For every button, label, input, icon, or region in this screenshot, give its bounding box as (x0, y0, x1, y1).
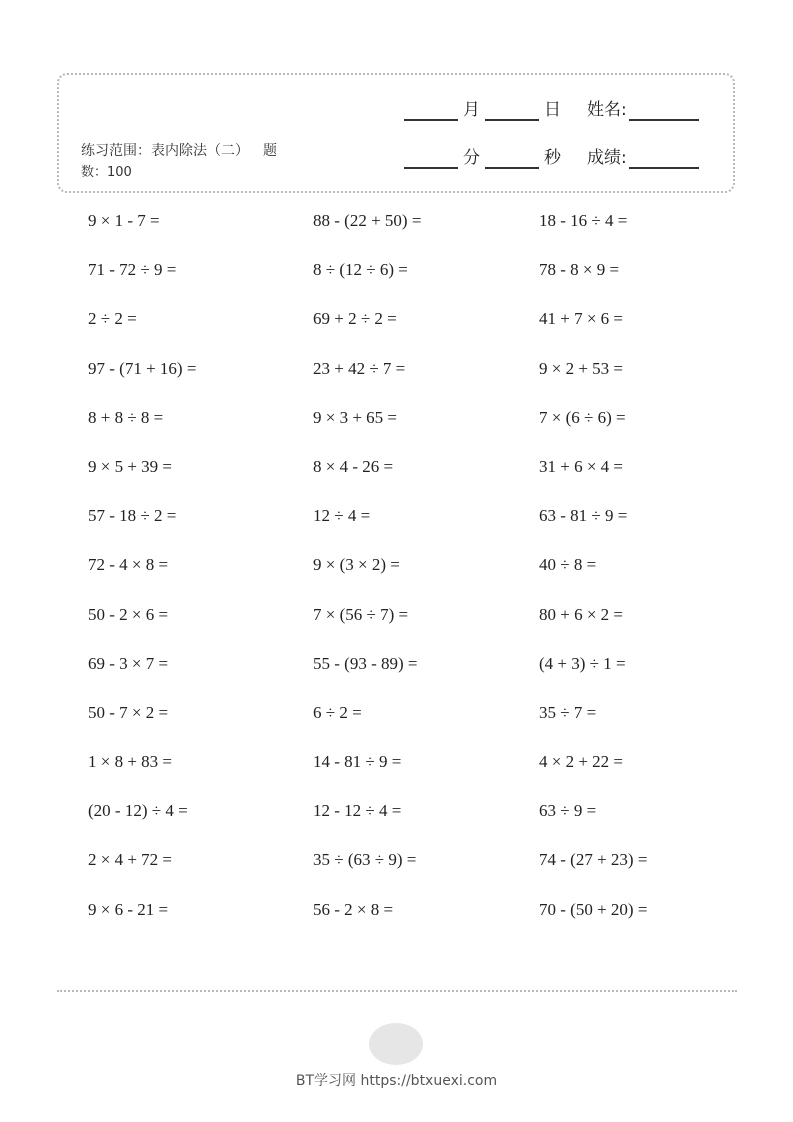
name-label: 姓名: (587, 100, 627, 120)
scope-label: 练习范围：表内除法（二） (81, 143, 249, 159)
second-blank[interactable] (485, 147, 539, 169)
math-problem: 9 × 5 + 39 = (88, 456, 173, 476)
day-label: 日 (544, 100, 561, 120)
math-problem: 63 - 81 ÷ 9 = (539, 506, 628, 526)
math-problem: 18 - 16 ÷ 4 = (539, 211, 628, 230)
math-problem: 69 + 2 ÷ 2 = (313, 309, 397, 329)
math-problem: 7 × (56 ÷ 7) = (313, 604, 409, 624)
math-problem: 57 - 18 ÷ 2 = (88, 506, 177, 526)
math-problem: 63 ÷ 9 = (539, 801, 597, 821)
math-problem: 55 - (93 - 89) = (313, 653, 418, 673)
worksheet-header (57, 73, 735, 193)
math-problem: 7 × (6 ÷ 6) = (539, 407, 626, 427)
day-blank[interactable] (485, 99, 539, 121)
date-name-row (404, 99, 699, 121)
math-problem: 14 - 81 ÷ 9 = (313, 752, 402, 772)
minute-label: 分 (463, 148, 480, 168)
math-problem: 9 × 6 - 21 = (88, 899, 169, 919)
math-problem: 50 - 7 × 2 = (88, 702, 169, 722)
math-problem: 41 + 7 × 6 = (539, 309, 624, 329)
math-problem: 8 ÷ (12 ÷ 6) = (313, 260, 408, 280)
math-problem: 12 - 12 ÷ 4 = (313, 801, 402, 821)
bottom-divider (57, 990, 737, 992)
math-problem: 8 × 4 - 26 = (313, 456, 394, 476)
math-problem: 9 × 3 + 65 = (313, 407, 398, 427)
math-problem: 6 ÷ 2 = (313, 702, 362, 722)
month-blank[interactable] (404, 99, 458, 121)
math-problem: 71 - 72 ÷ 9 = (88, 260, 177, 280)
math-problem: (20 - 12) ÷ 4 = (88, 801, 188, 821)
math-problem: 56 - 2 × 8 = (313, 899, 394, 919)
math-problem: 9 × 2 + 53 = (539, 358, 624, 378)
topic-count-label: 题 (263, 143, 277, 159)
math-problem: 80 + 6 × 2 = (539, 604, 624, 624)
math-problem: 12 ÷ 4 = (313, 506, 371, 526)
math-problem: 31 + 6 × 4 = (539, 456, 624, 476)
math-problem: 69 - 3 × 7 = (88, 653, 169, 673)
math-problem: 2 × 4 + 72 = (88, 850, 173, 870)
question-count: 数：100 (81, 165, 132, 180)
math-problem: 9 × 1 - 7 = (88, 211, 160, 230)
math-problem: 35 ÷ 7 = (539, 702, 597, 722)
math-problem: 50 - 2 × 6 = (88, 604, 169, 624)
site-footer: BT学习网 https://btxuexi.com (295, 1073, 498, 1089)
math-problem: 97 - (71 + 16) = (88, 358, 197, 378)
math-problem: 8 + 8 ÷ 8 = (88, 407, 164, 427)
score-label: 成绩: (587, 148, 627, 168)
math-problem: 88 - (22 + 50) = (313, 211, 422, 230)
page-number-badge (369, 1023, 423, 1065)
math-problem: 9 × (3 × 2) = (313, 555, 400, 575)
time-score-row (404, 147, 699, 169)
score-blank[interactable] (629, 147, 699, 169)
math-problem: 2 ÷ 2 = (88, 309, 137, 329)
problem-grid (88, 207, 728, 945)
math-problem: 4 × 2 + 22 = (539, 752, 624, 772)
name-blank[interactable] (629, 99, 699, 121)
math-problem: 1 × 8 + 83 = (88, 752, 173, 772)
second-label: 秒 (544, 148, 561, 168)
math-problem: 23 + 42 ÷ 7 = (313, 358, 406, 378)
math-problem: 74 - (27 + 23) = (539, 850, 648, 870)
month-label: 月 (463, 100, 480, 120)
math-problem: 72 - 4 × 8 = (88, 555, 169, 575)
math-problem: 40 ÷ 8 = (539, 555, 597, 575)
math-problem: (4 + 3) ÷ 1 = (539, 653, 626, 673)
practice-scope (81, 141, 311, 183)
math-problem: 70 - (50 + 20) = (539, 899, 648, 919)
math-problem: 78 - 8 × 9 = (539, 260, 620, 280)
minute-blank[interactable] (404, 147, 458, 169)
math-problem: 35 ÷ (63 ÷ 9) = (313, 850, 417, 870)
